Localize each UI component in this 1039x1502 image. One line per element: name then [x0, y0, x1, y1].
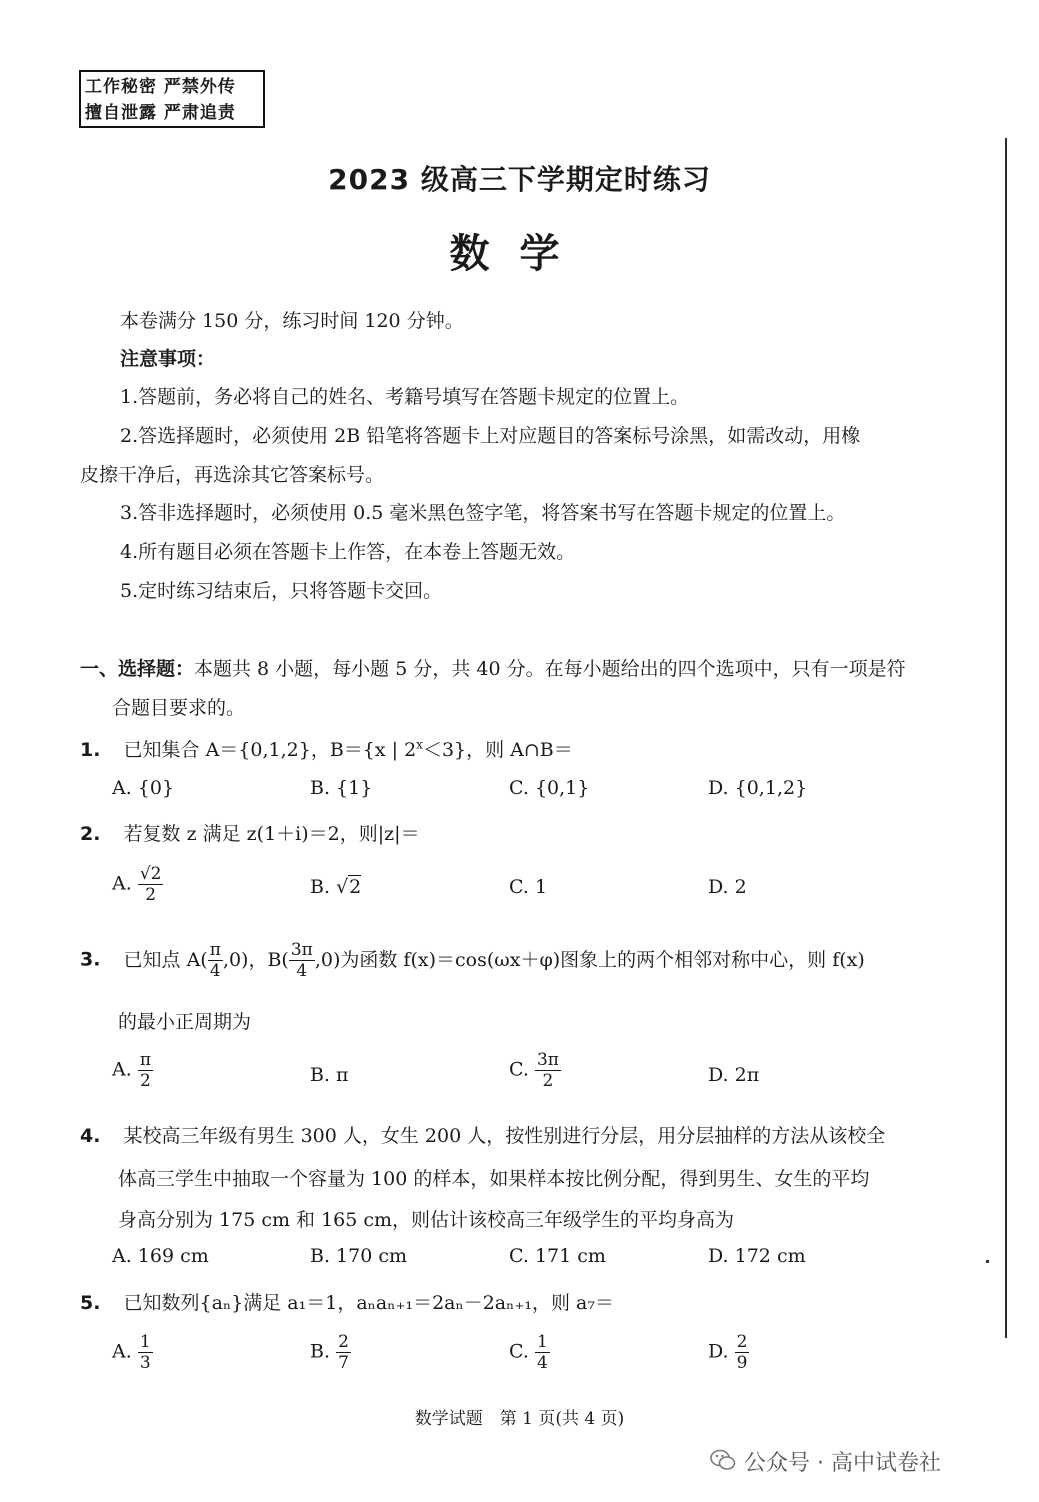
question-2 — [80, 819, 420, 846]
question-number: 2. — [80, 823, 101, 845]
question-number: 5. — [80, 1292, 101, 1314]
q1-option-a: A. {0} — [112, 777, 175, 799]
note-2: 2.答选择题时，必须使用 2B 铅笔将答题卡上对应题目的答案标号涂黑，如需改动，用橡 — [120, 425, 861, 447]
question-4-line-2: 体高三学生中抽取一个容量为 100 的样本，如果样本按比例分配，得到男生、女生的平均 — [118, 1168, 870, 1190]
q5-option-a: A. $\frac{1}{3}$ — [112, 1332, 151, 1373]
note-4: 4.所有题目必须在答题卡上作答，在本卷上答题无效。 — [120, 541, 576, 563]
q2-option-b: B. √2 — [310, 876, 362, 898]
q4-option-c: C. 171 cm — [509, 1245, 606, 1267]
question-stem: 某校高三年级有男生 300 人，女生 200 人，按性别进行分层，用分层抽样的方法从该校全 — [123, 1125, 886, 1147]
section-1-text: 本题共 8 小题，每小题 5 分，共 40 分。在每小题给出的四个选项中，只有一项是符 — [194, 658, 906, 680]
q4-option-d: D. 172 cm — [708, 1245, 806, 1267]
q4-option-a: A. 169 cm — [112, 1245, 209, 1267]
watermark-text: 公众号 · 高中试卷社 — [744, 1451, 941, 1476]
binding-margin-line — [1005, 138, 1007, 1338]
q2-option-d: D. 2 — [708, 876, 747, 898]
q3-option-d: D. 2π — [708, 1064, 760, 1086]
question-4-line-3: 身高分别为 175 cm 和 165 cm，则估计该校高三年级学生的平均身高为 — [118, 1209, 735, 1231]
question-3 — [80, 940, 865, 981]
q1-option-b: B. {1} — [310, 777, 373, 799]
q3-option-c: C. $\frac{3\pi}{2}$ — [509, 1050, 559, 1091]
notes-heading: 注意事项： — [120, 348, 216, 370]
margin-dot — [986, 1260, 989, 1263]
q5-option-d: D. $\frac{2}{9}$ — [708, 1332, 748, 1373]
q4-option-b: B. 170 cm — [310, 1245, 408, 1267]
question-stem: 已知数列{aₙ}满足 a₁＝1，aₙaₙ₊₁＝2aₙ－2aₙ₊₁，则 a₇＝ — [123, 1292, 614, 1314]
subject-title: 数学 — [449, 231, 590, 277]
sqrt: √2 — [336, 876, 362, 898]
note-5: 5.定时练习结束后，只将答题卡交回。 — [120, 580, 443, 602]
exam-title: 2023 级高三下学期定时练习 — [328, 163, 711, 196]
section-1-label: 一、选择题： — [80, 658, 195, 680]
question-3-cont: 的最小正周期为 — [118, 1011, 252, 1033]
wechat-icon — [710, 1448, 736, 1472]
intro-text: 本卷满分 150 分，练习时间 120 分钟。 — [120, 310, 464, 332]
q2-option-a: A. $\frac{√2}{2}$ — [112, 864, 162, 905]
q1-option-d: D. {0,1,2} — [708, 777, 808, 799]
question-stem: 已知点 A( $\frac{\pi}{4}$ ,0)，B( $\frac{3\pi}{4}$ ,0)为函数 f(x)＝cos(ωx＋φ)图象上的两个相邻对称中心，则 f(x) — [123, 940, 865, 981]
q5-option-b: B. $\frac{2}{7}$ — [310, 1332, 349, 1373]
question-number: 3. — [80, 948, 101, 971]
section-1-text-cont: 合题目要求的。 — [112, 697, 246, 719]
fraction: $\frac{√2}{2}$ — [139, 864, 162, 905]
question-number: 1. — [80, 739, 101, 761]
q2-option-c: C. 1 — [509, 876, 548, 898]
note-1: 1.答题前，务必将自己的姓名、考籍号填写在答题卡规定的位置上。 — [120, 386, 690, 408]
question-stem: 已知集合 A＝{0,1,2}，B＝{x | $2^x<3$}，则 A∩B＝ — [123, 737, 573, 761]
question-5 — [80, 1288, 614, 1315]
page-footer: 数学试题 第 1 页(共 4 页) — [414, 1409, 625, 1429]
q3-option-a: A. $\frac{\pi}{2}$ — [112, 1050, 151, 1091]
note-3: 3.答非选择题时，必须使用 0.5 毫米黑色签字笔，将答案书写在答题卡规定的位置上。 — [120, 502, 846, 524]
section-1-header — [80, 654, 906, 681]
confidential-stamp — [79, 70, 265, 128]
question-4 — [80, 1121, 885, 1148]
question-1 — [80, 735, 573, 762]
q1-option-c: C. {0,1} — [509, 777, 590, 799]
q3-option-b: B. π — [310, 1064, 349, 1086]
stamp-line-2: 擅自泄露 严肃追责 — [85, 103, 236, 123]
stamp-line-1: 工作秘密 严禁外传 — [85, 77, 236, 97]
question-stem: 若复数 z 满足 z(1＋i)＝2，则|z|＝ — [123, 823, 420, 845]
q5-option-c: C. $\frac{1}{4}$ — [509, 1332, 548, 1373]
note-2-cont: 皮擦干净后，再选涂其它答案标号。 — [80, 464, 385, 486]
question-number: 4. — [80, 1125, 101, 1147]
